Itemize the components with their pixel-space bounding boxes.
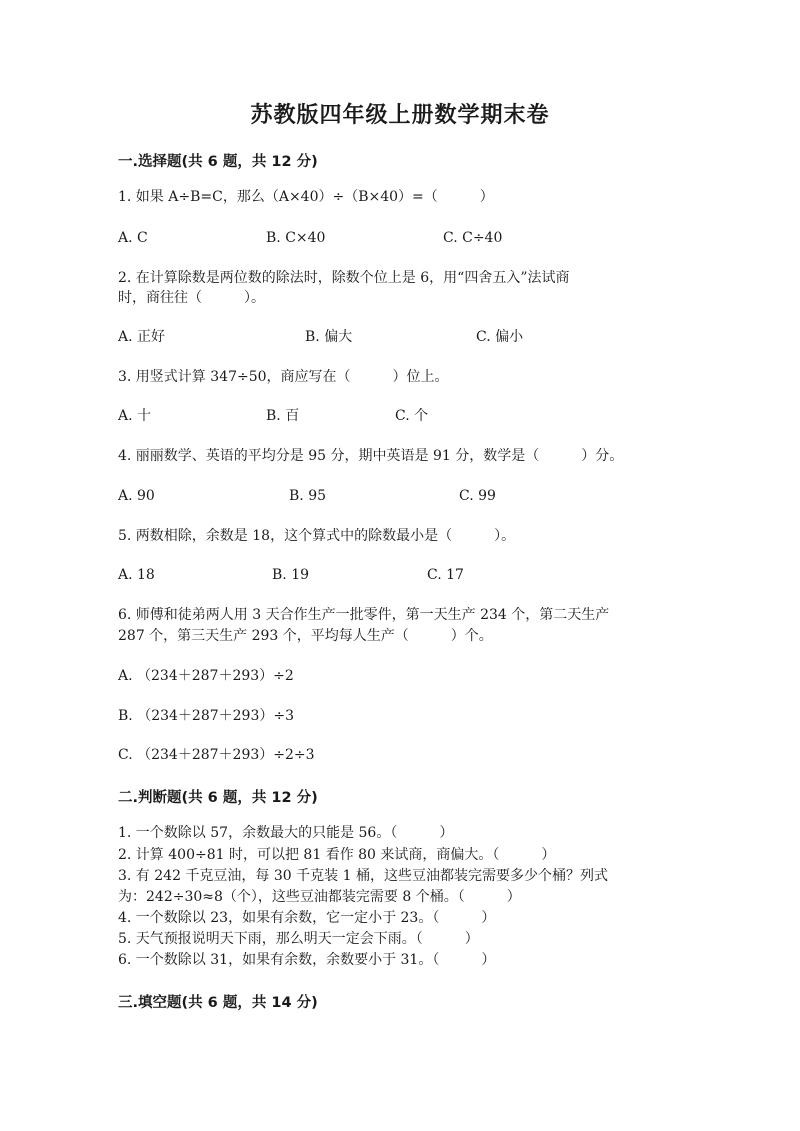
q5-option-a: A. 18 xyxy=(118,567,155,583)
page-title: 苏教版四年级上册数学期末卷 xyxy=(250,103,550,128)
q6-option-b: B. （234＋287＋293）÷3 xyxy=(118,708,294,724)
q2-option-c: C. 偏小 xyxy=(476,329,524,345)
true-false-item-3-line-1: 3. 有 242 千克豆油，每 30 千克装 1 桶，这些豆油都装完需要多少个桶？列式 xyxy=(118,868,608,884)
question-6-line-2: 287 个，第三天生产 293 个，平均每人生产（ ）个。 xyxy=(118,628,493,644)
question-2-line-1: 2. 在计算除数是两位数的除法时，除数个位上是 6，用“四舍五入”法试商 xyxy=(118,270,570,286)
question-1: 1. 如果 A÷B=C，那么（A×40）÷（B×40）=（ ） xyxy=(118,189,494,205)
q3-option-a: A. 十 xyxy=(118,408,152,424)
q4-option-a: A. 90 xyxy=(118,488,155,504)
q2-option-a: A. 正好 xyxy=(118,329,166,345)
q5-option-b: B. 19 xyxy=(272,567,310,583)
q1-option-a: A. C xyxy=(118,230,148,246)
true-false-item-2: 2. 计算 400÷81 时，可以把 81 看作 80 来试商，商偏大。（ ） xyxy=(118,847,556,863)
q2-option-b: B. 偏大 xyxy=(305,329,353,345)
true-false-item-1: 1. 一个数除以 57，余数最大的只能是 56。（ ） xyxy=(118,825,454,841)
question-4: 4. 丽丽数学、英语的平均分是 95 分，期中英语是 91 分，数学是（ ）分。 xyxy=(118,448,624,464)
question-6-line-1: 6. 师傅和徒弟两人用 3 天合作生产一批零件，第一天生产 234 个，第二天生产 xyxy=(118,607,610,623)
question-3: 3. 用竖式计算 347÷50，商应写在（ ）位上。 xyxy=(118,369,449,385)
q5-option-c: C. 17 xyxy=(427,567,464,583)
true-false-item-3-line-2: 为：242÷30≈8（个），这些豆油都装完需要 8 个桶。（ ） xyxy=(118,889,521,905)
q6-option-a: A. （234＋287＋293）÷2 xyxy=(118,668,294,684)
q4-option-c: C. 99 xyxy=(459,488,496,504)
q4-option-b: B. 95 xyxy=(289,488,327,504)
true-false-item-5: 5. 天气预报说明天下雨，那么明天一定会下雨。（ ） xyxy=(118,931,479,947)
section-heading-fill-in: 三.填空题(共 6 题，共 14 分) xyxy=(118,995,318,1011)
q3-option-c: C. 个 xyxy=(395,408,429,424)
q6-option-c: C. （234＋287＋293）÷2÷3 xyxy=(118,747,315,763)
q3-option-b: B. 百 xyxy=(266,408,300,424)
q1-option-c: C. C÷40 xyxy=(443,230,503,246)
section-heading-true-false: 二.判断题(共 6 题，共 12 分) xyxy=(118,790,318,806)
question-2-line-2: 时，商往往（ ）。 xyxy=(118,290,265,306)
true-false-item-6: 6. 一个数除以 31，如果有余数，余数要小于 31。（ ） xyxy=(118,952,496,968)
question-5: 5. 两数相除，余数是 18，这个算式中的除数最小是（ ）。 xyxy=(118,528,516,544)
section-heading-choice: 一.选择题(共 6 题，共 12 分) xyxy=(118,154,318,170)
q1-option-b: B. C×40 xyxy=(266,230,326,246)
true-false-item-4: 4. 一个数除以 23，如果有余数，它一定小于 23。（ ） xyxy=(118,910,496,926)
